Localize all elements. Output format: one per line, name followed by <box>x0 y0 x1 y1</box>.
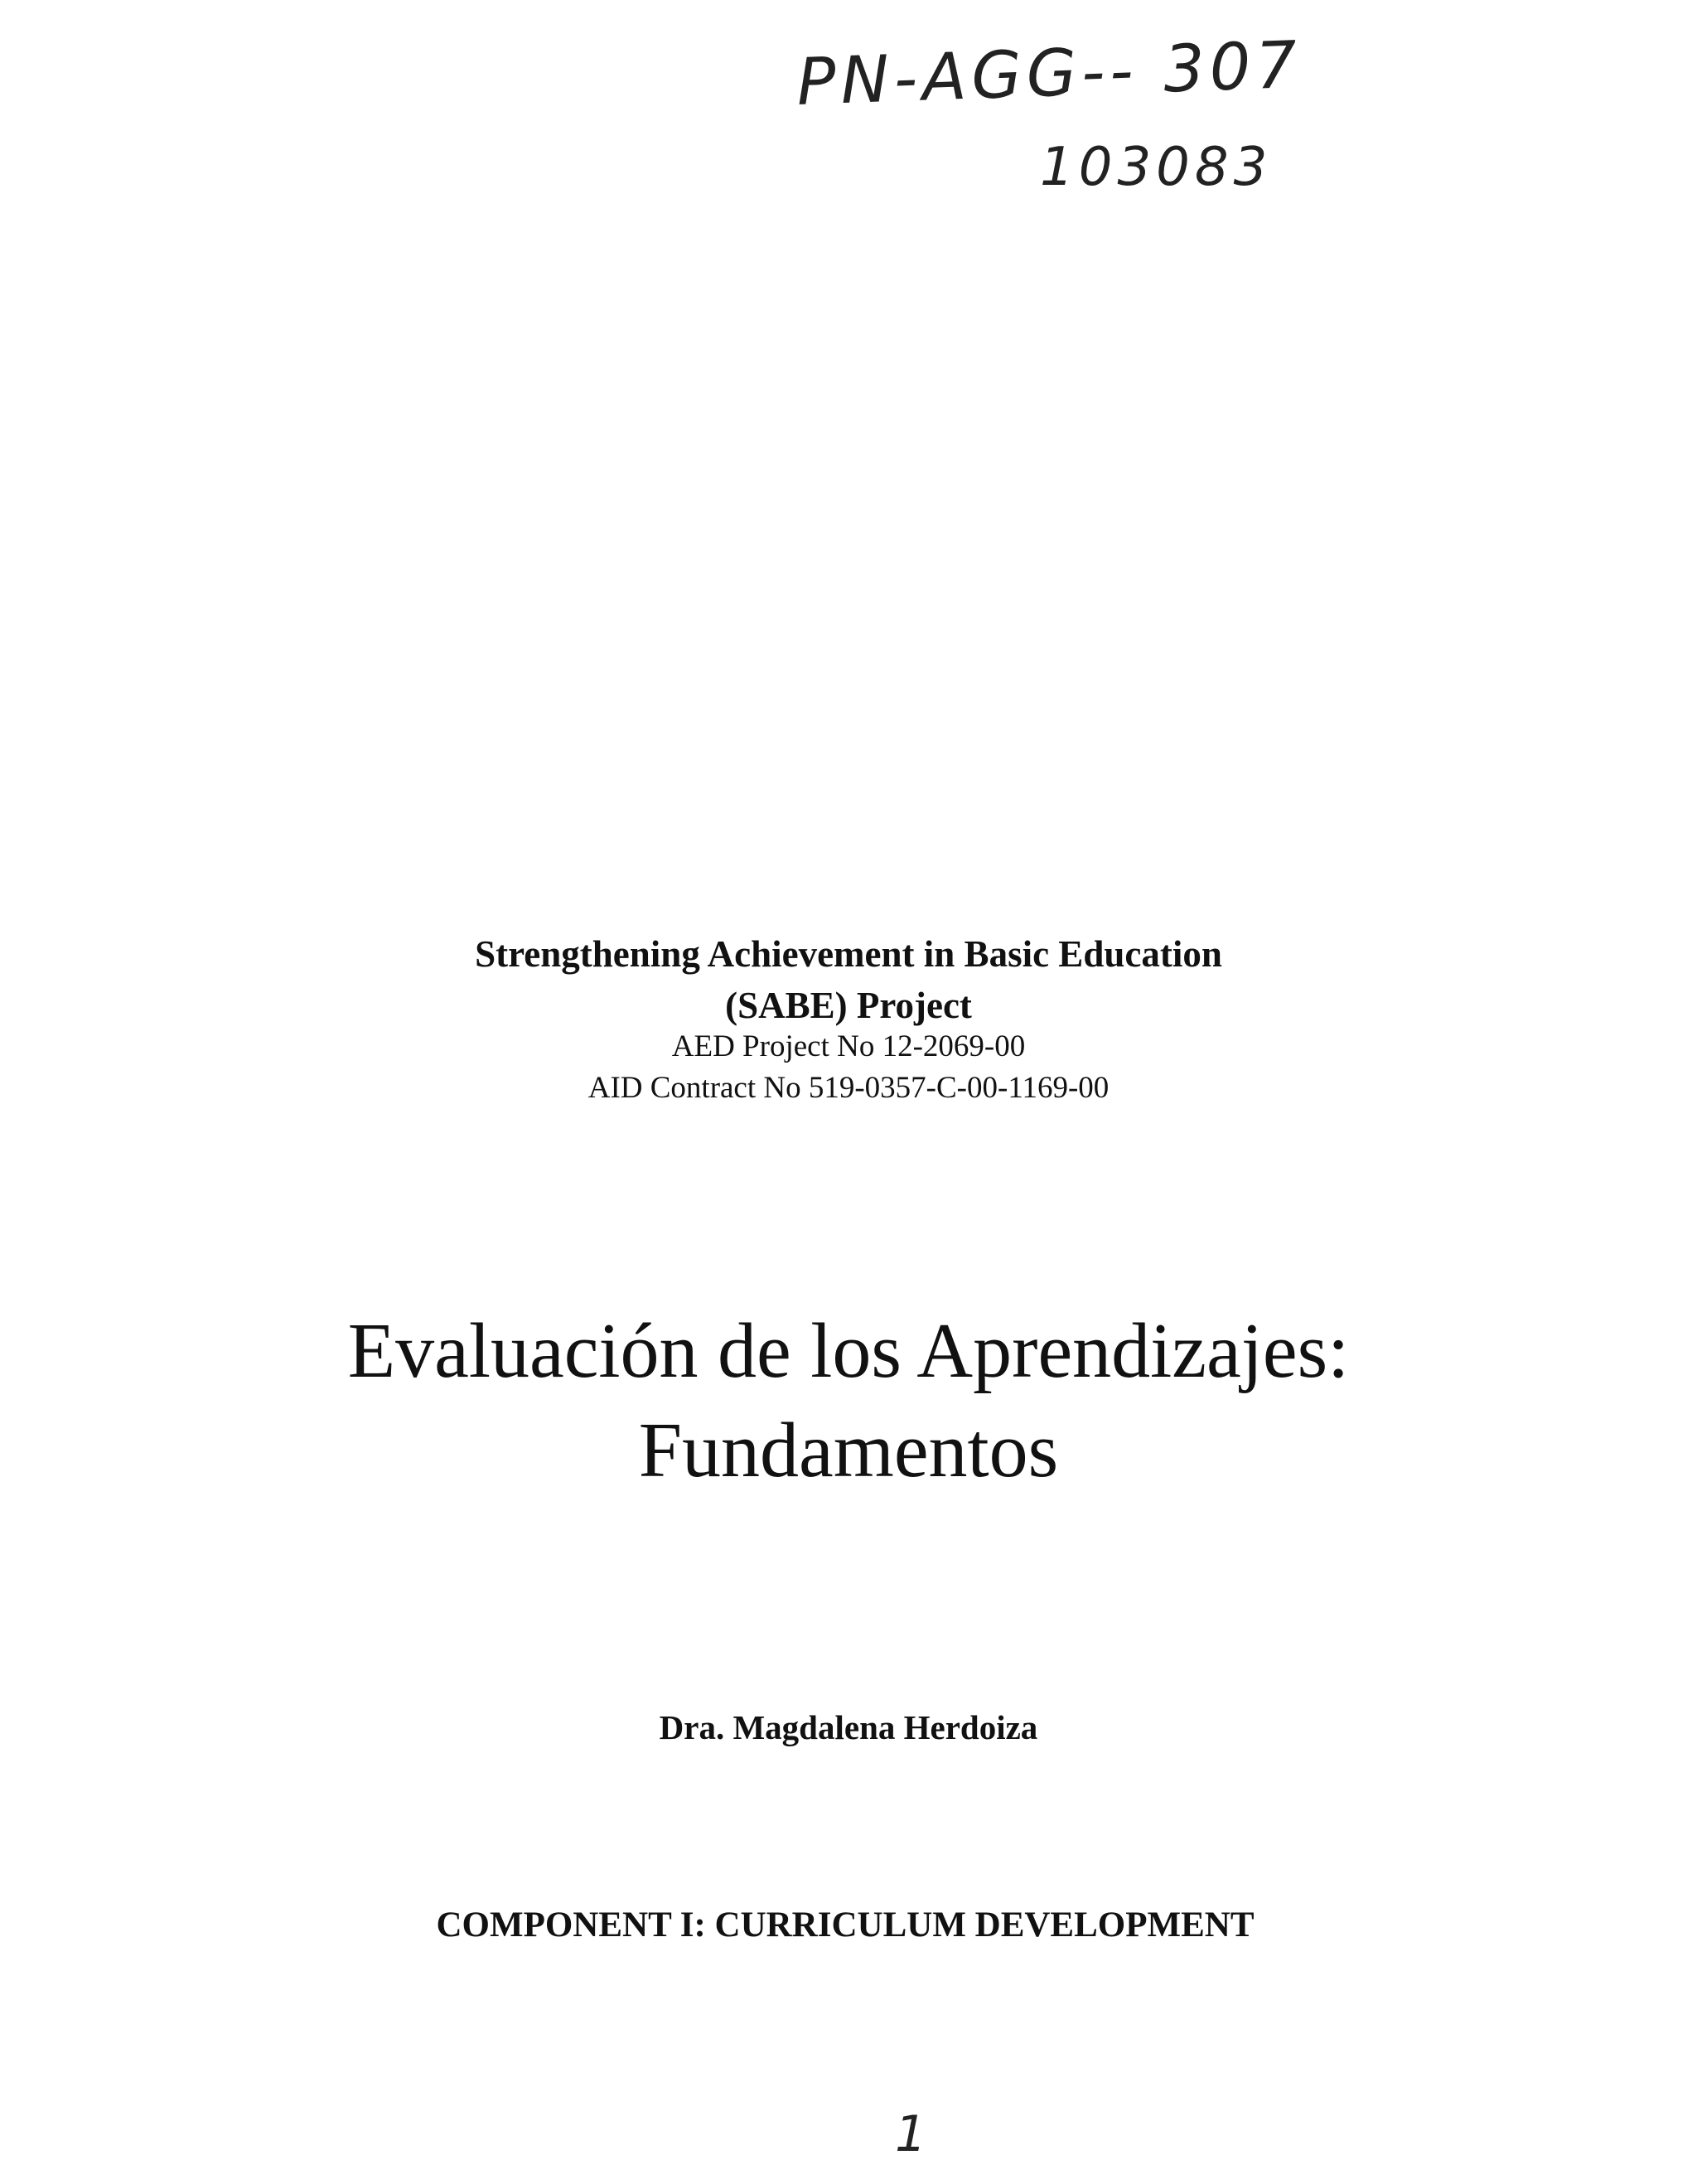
handwritten-page-mark: 1 <box>895 2105 932 2163</box>
document-title-line-1: Evaluación de los Aprendizajes: <box>347 1308 1350 1394</box>
aed-project-number: AED Project No 12-2069-00 <box>671 1029 1026 1063</box>
project-title-line-1: Strengthening Achievement in Basic Education <box>475 933 1222 975</box>
project-title-line-2: (SABE) Project <box>725 985 972 1026</box>
aid-contract-number: AID Contract No 519-0357-C-00-1169-00 <box>587 1071 1110 1105</box>
handwritten-document-code: PN-AGG-- 307 <box>795 27 1303 120</box>
handwritten-document-number: 103083 <box>1040 137 1273 198</box>
document-title-line-2: Fundamentos <box>638 1407 1059 1494</box>
project-identifiers <box>0 1026 1697 1109</box>
component-heading: COMPONENT I: CURRICULUM DEVELOPMENT <box>436 1906 1255 1944</box>
author-name: Dra. Magdalena Herdoiza <box>659 1708 1038 1746</box>
project-title <box>0 928 1697 1031</box>
document-title <box>0 1301 1697 1500</box>
